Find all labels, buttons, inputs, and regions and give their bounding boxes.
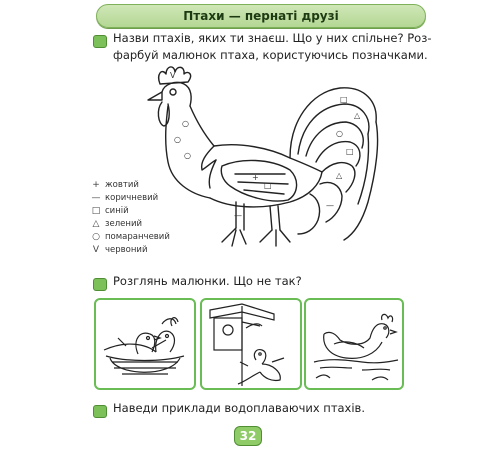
legend-label: червоний: [105, 244, 148, 255]
task-2: Розглянь малюнки. Що не так?: [113, 274, 302, 288]
task-3: Наведи приклади водоплаваючих птахів.: [113, 401, 365, 415]
legend-label: помаранчевий: [105, 231, 170, 242]
hen-water-drawing: [306, 300, 402, 388]
legend-item-orange: [90, 230, 170, 243]
nest-birds-drawing: [96, 300, 194, 388]
task-1-line-1: Назви птахів, яких ти знаєш. Що у них спільне? Роз-: [113, 31, 432, 45]
svg-text:□: □: [264, 181, 272, 190]
birdhouse-drawing: [202, 300, 300, 388]
svg-text:△: △: [354, 111, 361, 120]
legend-item-brown: [90, 191, 170, 204]
page-number: 32: [234, 426, 262, 446]
page-title: [96, 4, 426, 28]
v-icon: V: [92, 244, 100, 255]
legend-label: зелений: [105, 218, 143, 229]
svg-text:—: —: [234, 211, 242, 220]
task-bullet-1: [93, 35, 107, 48]
legend-label: жовтий: [105, 179, 139, 190]
legend-label: синій: [105, 205, 129, 216]
legend-item-blue: [90, 204, 170, 217]
svg-text:□: □: [340, 95, 348, 104]
picture-nest-birds: [94, 298, 196, 390]
svg-text:△: △: [336, 171, 343, 180]
picture-birdhouse: [200, 298, 302, 390]
plus-icon: +: [92, 179, 100, 190]
svg-text:○: ○: [182, 119, 189, 128]
page-title-text: Птахи — пернаті друзі: [183, 9, 339, 23]
dash-icon: —: [91, 192, 101, 203]
legend-label: коричневий: [105, 192, 159, 203]
task-1-line-2: фарбуй малюнок птаха, користуючись позначками.: [113, 48, 428, 62]
svg-text:V: V: [170, 71, 176, 80]
color-legend: [90, 178, 170, 256]
svg-text:—: —: [326, 201, 334, 210]
legend-item-green: [90, 217, 170, 230]
legend-item-red: [90, 243, 170, 256]
svg-text:○: ○: [184, 151, 191, 160]
svg-text:○: ○: [336, 129, 343, 138]
svg-text:+: +: [252, 173, 259, 182]
circle-icon: ○: [92, 231, 100, 242]
legend-item-yellow: [90, 178, 170, 191]
task-bullet-2: [93, 278, 107, 291]
triangle-icon: △: [92, 218, 100, 229]
task-bullet-3: [93, 405, 107, 418]
picture-hen-water: [304, 298, 404, 390]
svg-text:□: □: [346, 147, 354, 156]
svg-text:○: ○: [174, 135, 181, 144]
rooster-coloring-image: [140, 62, 390, 262]
task-1: [113, 30, 493, 64]
square-icon: □: [91, 205, 101, 216]
